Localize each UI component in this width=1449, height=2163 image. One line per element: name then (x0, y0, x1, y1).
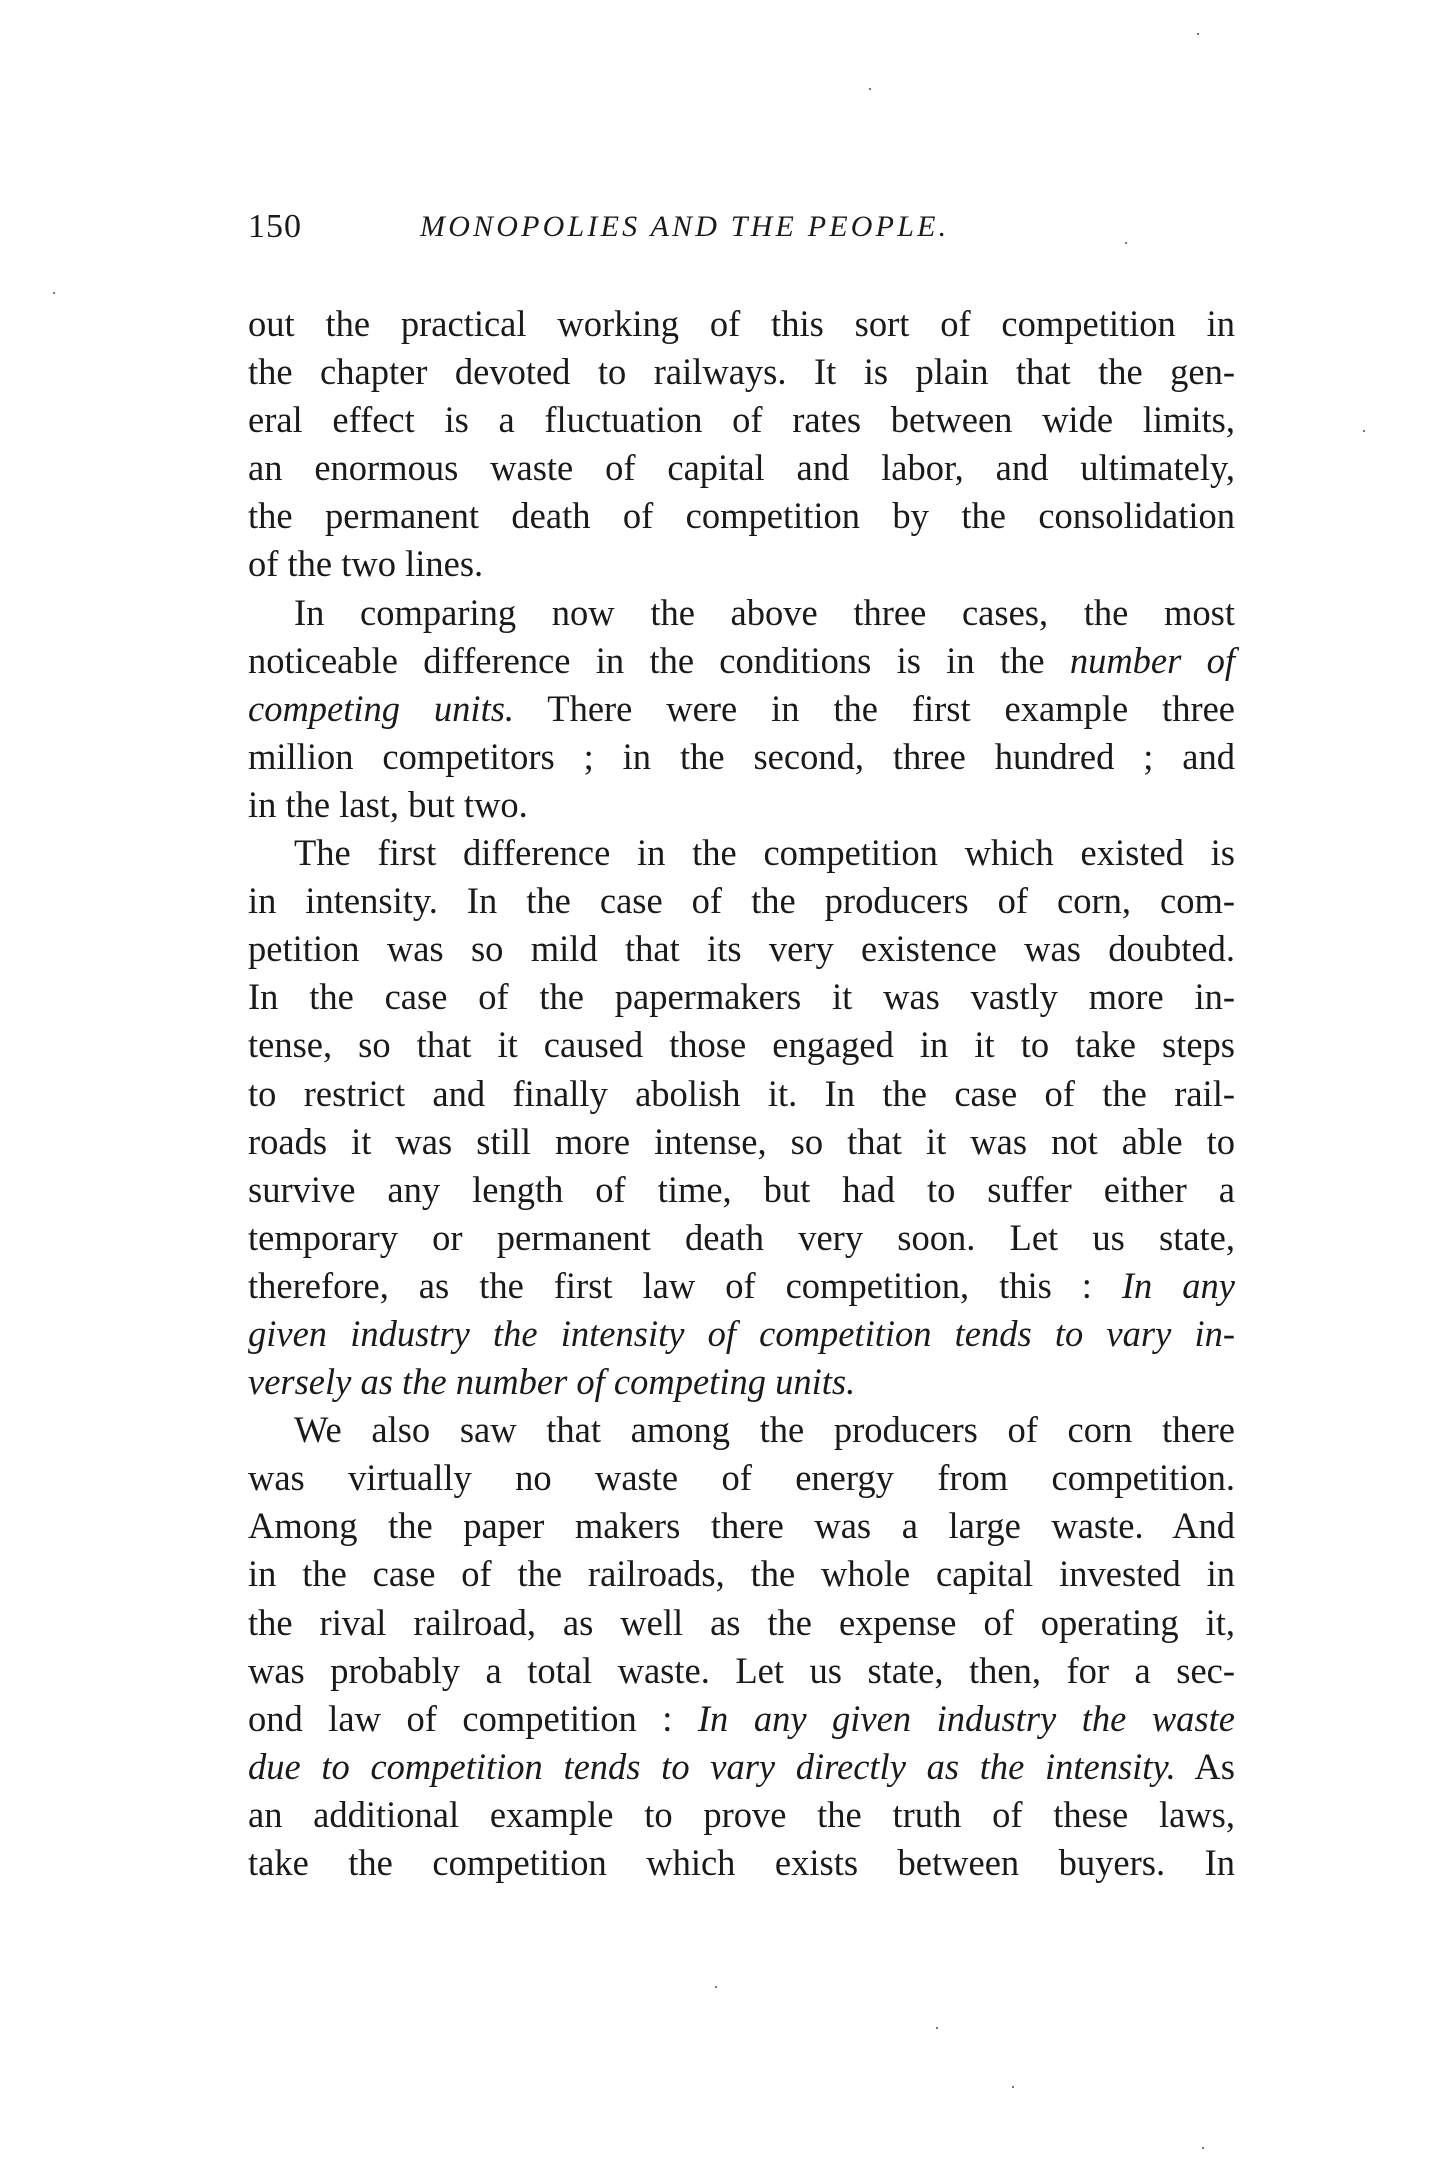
text-line (248, 1839, 1235, 1887)
text-line (248, 1550, 1235, 1598)
text-line (248, 1454, 1235, 1502)
text-line (248, 685, 1235, 733)
body-text (248, 300, 1235, 1887)
text-line (248, 540, 1235, 588)
text-line (248, 1502, 1235, 1550)
text-run: As (1175, 1745, 1235, 1787)
text-line (248, 1791, 1235, 1839)
text-run: was probably a total waste. Let us state, then, for a sec- (248, 1649, 1235, 1691)
paragraph (248, 300, 1235, 589)
text-run: We also saw that among the producers of corn there (294, 1409, 1235, 1451)
text-line (248, 1406, 1235, 1454)
text-run: There were in the first example three (514, 687, 1235, 729)
text-line (248, 733, 1235, 781)
scan-speck (869, 88, 871, 90)
text-run: the permanent death of competition by the consolidation (248, 495, 1235, 537)
text-line (248, 396, 1235, 444)
text-run: The first difference in the competition which existed is (294, 832, 1235, 874)
italic-text: In any (1121, 1264, 1235, 1306)
text-line (248, 1647, 1235, 1695)
text-run: was virtually no waste of energy from competition. (248, 1457, 1235, 1499)
text-run: Among the paper makers there was a large waste. And (248, 1505, 1235, 1547)
text-run: survive any length of time, but had to suffer either a (248, 1168, 1235, 1210)
text-line (248, 1262, 1235, 1310)
text-run: take the competition which exists between buyers. In (248, 1842, 1235, 1883)
italic-text: versely as the number of competing units. (248, 1361, 856, 1403)
scan-speck (1363, 430, 1365, 432)
text-line (248, 781, 1235, 829)
running-head (248, 205, 948, 249)
text-line (248, 637, 1235, 685)
text-line (248, 1021, 1235, 1069)
text-run: therefore, as the first law of competition, this : (248, 1264, 1122, 1306)
text-run: an additional example to prove the truth of these laws, (248, 1793, 1235, 1835)
text-run: ond law of competition : (248, 1697, 698, 1739)
text-line (248, 877, 1235, 925)
page-number: 150 (248, 208, 302, 245)
text-line (248, 348, 1235, 396)
italic-text: due to competition tends to vary directly as the intensity. (248, 1745, 1176, 1787)
paragraph (248, 829, 1235, 1406)
scan-speck (1125, 242, 1127, 244)
text-run: million competitors ; in the second, three hundred ; and (248, 735, 1235, 777)
text-line (248, 300, 1235, 348)
italic-text: given industry the intensity of competition tends to vary in- (248, 1312, 1235, 1354)
scan-speck (715, 1986, 717, 1988)
text-run: In comparing now the above three cases, the most (294, 591, 1235, 633)
text-line (248, 1166, 1235, 1214)
text-run: in intensity. In the case of the producers of corn, com- (248, 880, 1235, 922)
text-run: to restrict and finally abolish it. In the case of the rail- (248, 1072, 1235, 1114)
text-run: tense, so that it caused those engaged in it to take steps (248, 1024, 1235, 1066)
italic-text: number of (1069, 639, 1236, 681)
text-line (248, 1070, 1235, 1118)
text-run: the chapter devoted to railways. It is plain that the gen- (248, 351, 1235, 393)
text-line (248, 925, 1235, 973)
scan-speck (53, 292, 55, 294)
text-run: In the case of the papermakers it was vastly more in- (248, 976, 1235, 1018)
text-run: temporary or permanent death very soon. Let us state, (248, 1216, 1235, 1258)
text-line (248, 1743, 1235, 1791)
text-line (248, 829, 1235, 877)
running-title: MONOPOLIES AND THE PEOPLE. (420, 210, 950, 243)
italic-text: competing units. (248, 687, 515, 729)
text-run: eral effect is a fluctuation of rates between wide limits, (248, 399, 1235, 441)
text-run: out the practical working of this sort of competition in (248, 303, 1235, 344)
italic-text: In any given industry the waste (697, 1697, 1235, 1739)
text-run: of the two lines. (248, 543, 484, 585)
scan-speck (1202, 2147, 1204, 2149)
text-run: noticeable difference in the conditions is in the (248, 639, 1070, 681)
text-run: in the last, but two. (248, 783, 528, 825)
text-line (248, 1695, 1235, 1743)
scan-speck (936, 2027, 938, 2029)
scan-speck (1012, 2086, 1014, 2088)
text-line (248, 1118, 1235, 1166)
text-line (248, 492, 1235, 540)
text-run: the rival railroad, as well as the expense of operating it, (248, 1601, 1235, 1643)
text-run: an enormous waste of capital and labor, and ultimately, (248, 447, 1235, 489)
text-run: roads it was still more intense, so that it was not able to (248, 1120, 1235, 1162)
scan-speck (1197, 33, 1199, 35)
text-line (248, 1358, 1235, 1406)
paragraph (248, 589, 1235, 829)
text-line (248, 973, 1235, 1021)
text-run: petition was so mild that its very existence was doubted. (248, 928, 1235, 970)
text-run: in the case of the railroads, the whole capital invested in (248, 1553, 1235, 1595)
text-line (248, 589, 1235, 637)
text-line (248, 1214, 1235, 1262)
text-line (248, 444, 1235, 492)
text-line (248, 1310, 1235, 1358)
text-line (248, 1599, 1235, 1647)
paragraph (248, 1406, 1235, 1887)
